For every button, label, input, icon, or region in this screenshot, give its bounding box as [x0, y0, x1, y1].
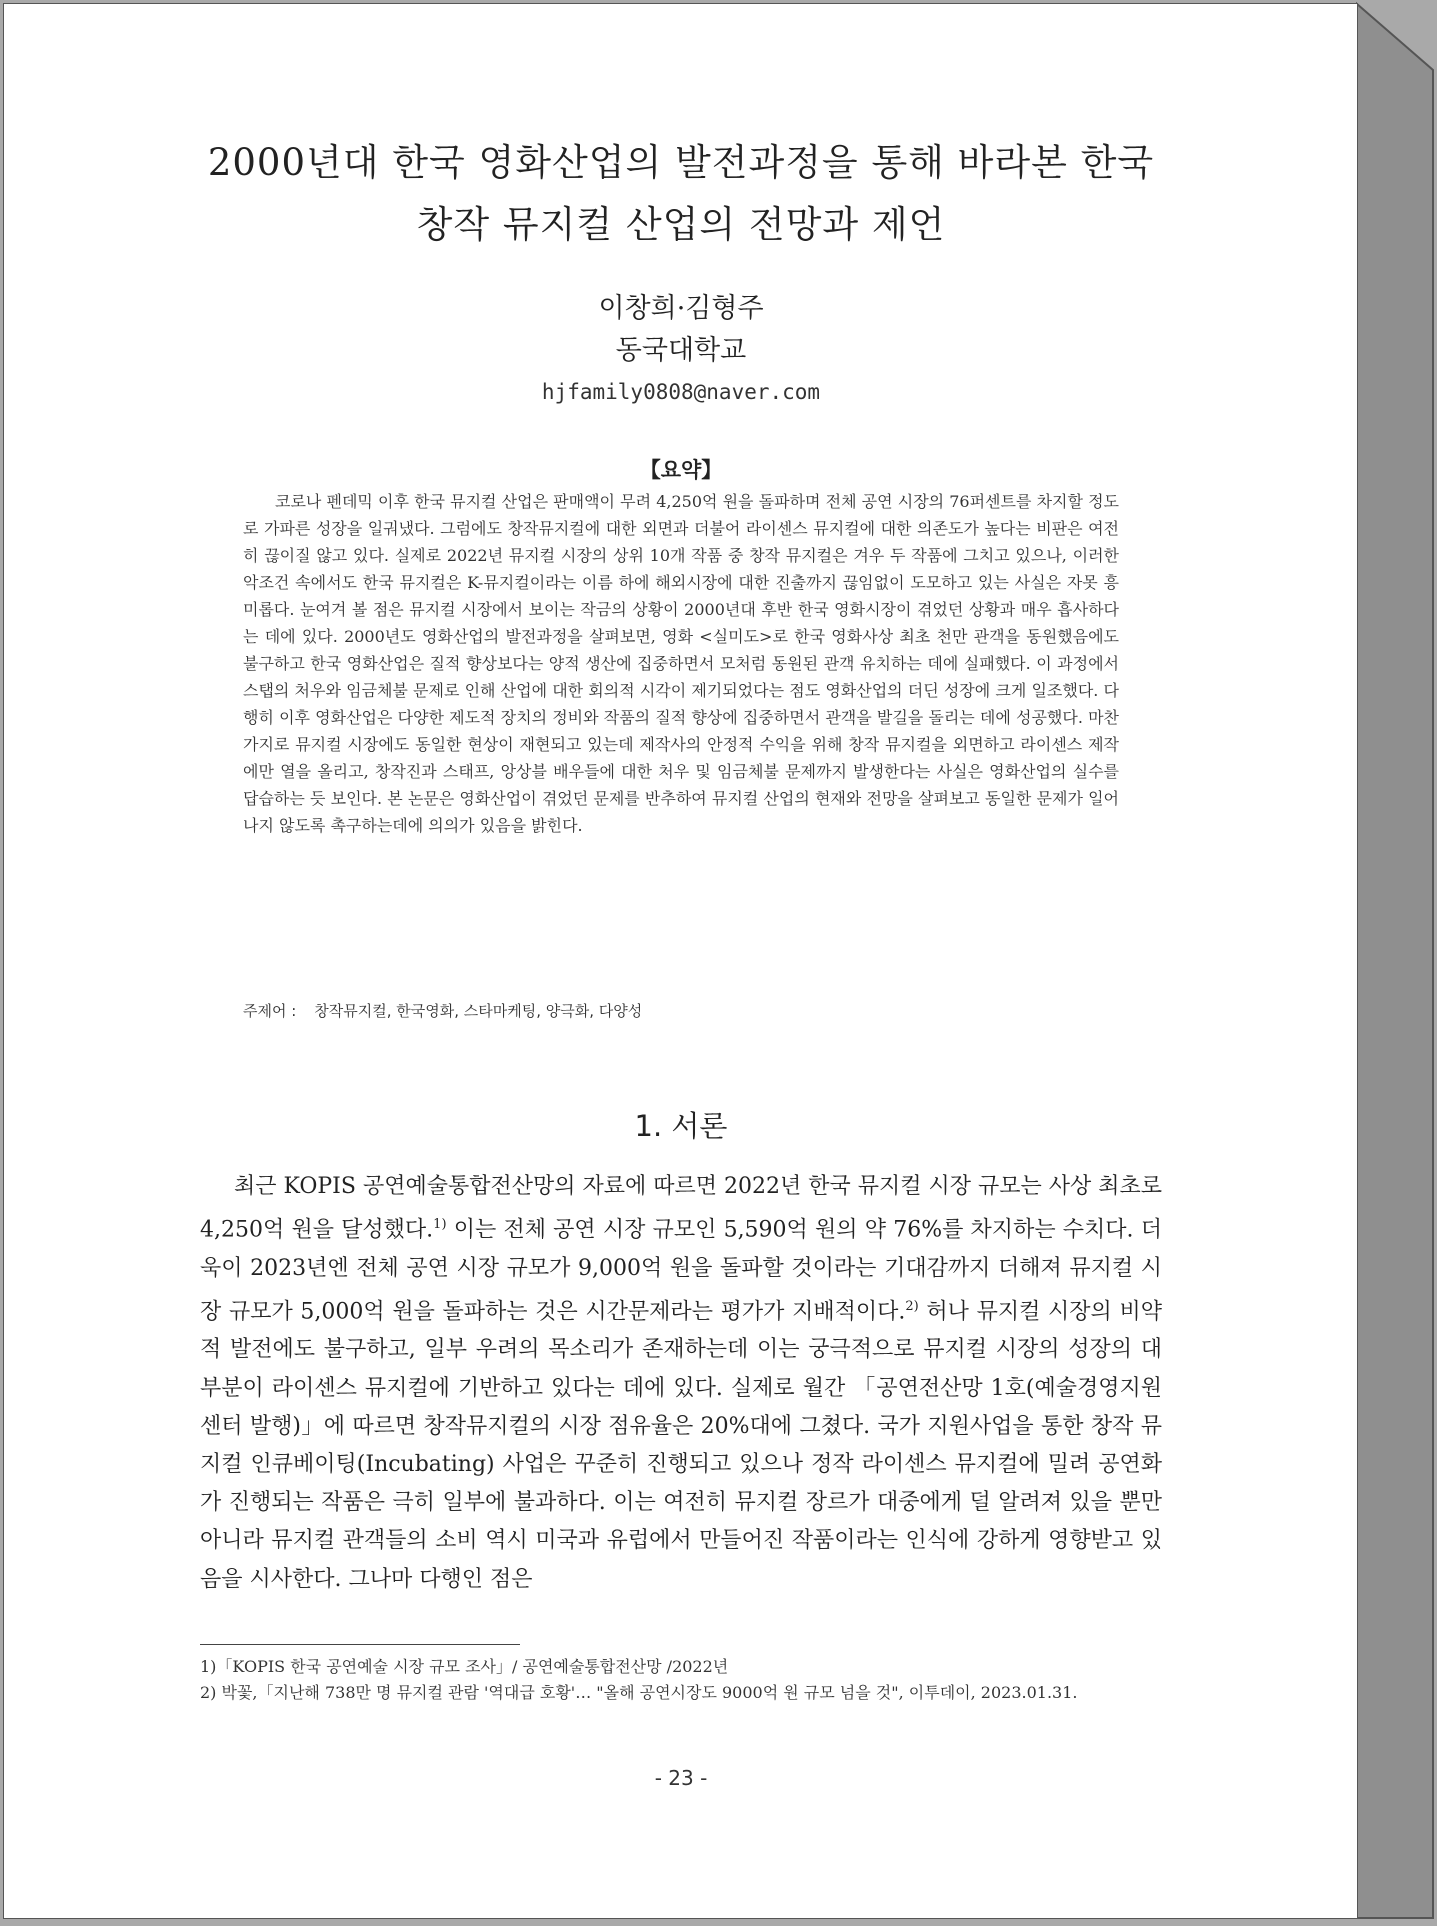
- body-text-part-1: 최근 KOPIS 공연예술통합전산망의 자료에 따르면 2022년 한국 뮤지컬 시장 규모는 사상 최초로 4,250억 원을 달성했다.: [200, 1174, 1162, 1243]
- body-paragraph: [200, 1168, 1162, 1599]
- affiliation: 동국대학교: [615, 335, 747, 366]
- keywords-list: 창작뮤지컬, 한국영화, 스타마케팅, 양극화, 다양성: [314, 1002, 643, 1020]
- keywords-label: 주제어 :: [243, 1002, 297, 1020]
- page-number: - 23 -: [654, 1766, 708, 1790]
- footnote-ref-2[interactable]: 2): [905, 1298, 919, 1314]
- abstract-text: 코로나 펜데믹 이후 한국 뮤지컬 산업은 판매액이 무려 4,250억 원을 돌파하며 전체 공연 시장의 76퍼센트를 차지할 정도로 가파른 성장을 일궈냈다. 그럼에도 창작뮤지컬에 대한 외면과 더불어 라이센스 뮤지컬에 대한 의존도가 높다는 비판은 여전히 끊이질 않고 있다. 실제로 2022년 뮤지컬 시장의 상위 10개 작품 중 창작 뮤지컬은 겨우 두 작품에 그치고 있으나, 이러한 악조건 속에서도 한국 뮤지컬은 K-뮤지컬이라는 이름 하에 해외시장에 대한 진출까지 끊임없이 도모하고 있는 사실은 자못 흥미롭다. 눈여겨 볼 점은 뮤지컬 시장에서 보이는 작금의 상황이 2000년대 후반 한국 영화시장이 겪었던 상황과 매우 흡사하다는 데에 있다. 2000년도 영화산업의 발전과정을 살펴보면, 영화 <실미도>로 한국 영화사상 최초 천만 관객을 동원했음에도 불구하고 한국 영화산업은 질적 향상보다는 양적 생산에 집중하면서 모처럼 동원된 관객 유치하는 데에 실패했다. 이 과정에서 스탭의 처우와 임금체불 문제로 인해 산업에 대한 회의적 시각이 제기되었다는 점도 영화산업의 더딘 성장에 크게 일조했다. 다행히 이후 영화산업은 다양한 제도적 장치의 정비와 작품의 질적 향상에 집중하면서 관객을 발길을 돌리는 데에 성공했다. 마찬가지로 뮤지컬 시장에도 동일한 현상이 재현되고 있는데 제작사의 안정적 수익을 위해 창작 뮤지컬을 외면하고 라이센스 제작에만 열을 올리고, 창작진과 스태프, 앙상블 배우들에 대한 처우 및 임금체불 문제까지 발생한다는 사실은 영화산업의 실수를 답습하는 듯 보인다. 본 논문은 영화산업이 겪었던 문제를 반추하여 뮤지컬 산업의 현재와 전망을 살펴보고 동일한 문제가 일어나지 않도록 촉구하는데에 의의가 있음을 밝힌다.: [243, 492, 1119, 835]
- footnote-divider: [200, 1644, 520, 1645]
- section-heading: 1. 서론: [634, 1109, 728, 1143]
- footnote-2: 2) 박꽃,「지난해 738만 명 뮤지컬 관람 '역대급 호황'… "올해 공연시장도 9000억 원 규모 넘을 것", 이투데이, 2023.01.31.: [200, 1683, 1078, 1702]
- footnotes: [200, 1654, 1162, 1706]
- body-text-part-3: 허나 뮤지컬 시장의 비약적 발전에도 불구하고, 일부 우려의 목소리가 존재하는데 이는 궁극적으로 뮤지컬 시장의 성장의 대부분이 라이센스 뮤지컬에 기반하고 있다는 데에 있다. 실제로 월간 「공연전산망 1호(예술경영지원센터 발행)」에 따르면 창작뮤지컬의 시장 점유율은 20%대에 그쳤다. 국가 지원사업을 통한 창작 뮤지컬 인큐베이팅(Incubating) 사업은 꾸준히 진행되고 있으나 정작 라이센스 뮤지컬에 밀려 공연화가 진행되는 작품은 극히 일부에 불과하다. 이는 여전히 뮤지컬 장르가 대중에게 덜 알려져 있을 뿐만 아니라 뮤지컬 관객들의 소비 역시 미국과 유럽에서 만들어진 작품이라는 인식에 강하게 영향받고 있음을 시사한다. 그나마 다행인 점은: [200, 1299, 1162, 1592]
- title-line-1: 2000년대 한국 영화산업의 발전과정을 통해 바라본 한국: [207, 141, 1155, 184]
- footnote-ref-1[interactable]: 1): [433, 1217, 447, 1233]
- author-email: hjfamily0808@naver.com: [541, 380, 821, 404]
- paper-page: [4, 4, 1357, 1918]
- body-text-part-2: 이는 전체 공연 시장 규모인 5,590억 원의 약 76%를 차지하는 수치다. 더욱이 2023년엔 전체 공연 시장 규모가 9,000억 원을 돌파할 것이라는 기대감까지 더해져 뮤지컬 시장 규모가 5,000억 원을 돌파하는 것은 시간문제라는 평가가 지배적이다.: [200, 1217, 1162, 1325]
- title-line-2: 창작 뮤지컬 산업의 전망과 제언: [416, 203, 946, 246]
- footnote-1: 1)「KOPIS 한국 공연예술 시장 규모 조사」/ 공연예술통합전산망 /2022년: [200, 1657, 729, 1676]
- paper-title: [200, 132, 1162, 256]
- keywords: [243, 1000, 1119, 1021]
- abstract-heading: 【요약】: [639, 458, 723, 482]
- author-names: 이창희·김형주: [598, 293, 764, 324]
